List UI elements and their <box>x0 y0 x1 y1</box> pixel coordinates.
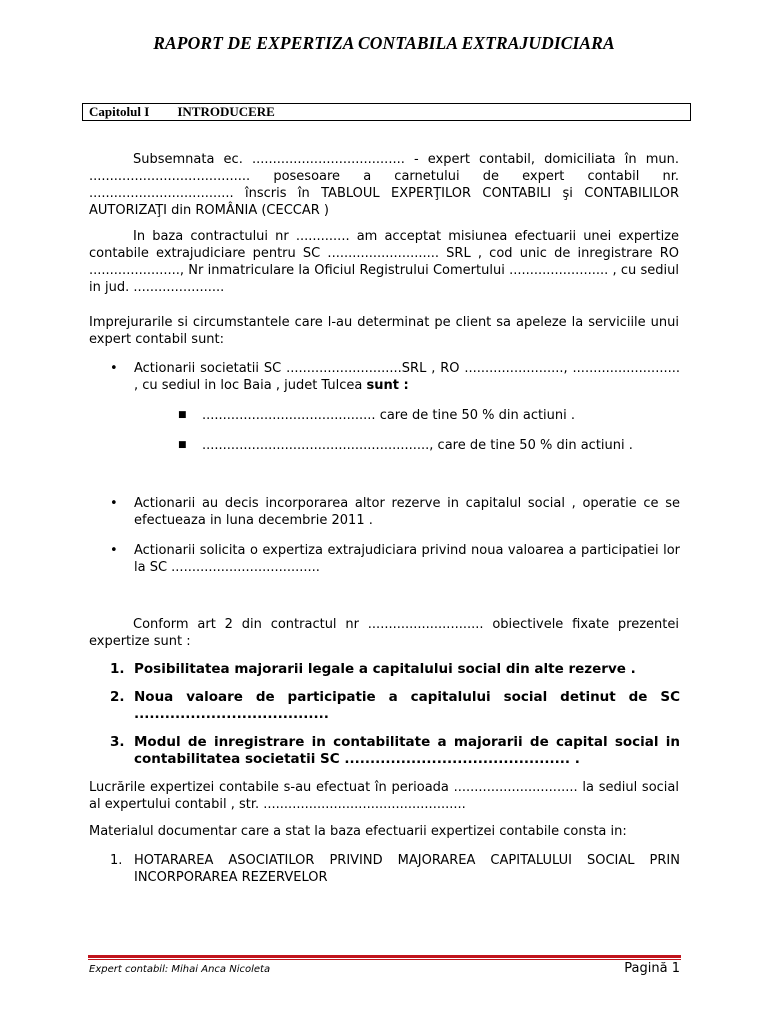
material-1 <box>110 852 680 886</box>
square-bullet-icon: ■ <box>178 440 187 450</box>
objective-1 <box>110 661 680 678</box>
paragraph-expert-identity: Subsemnata ec. ..................................... - expert contabil, domiciliata în mun. ....................................... posesoare a carnetului de expert contabil nr. ................................... înscris în TABLOUL EXPERŢILOR CONTABILI şi CONTABILILOR AUTORIZAŢI din ROMÂNIA (CECCAR ) <box>89 152 679 218</box>
paragraph-period: Lucrările expertizei contabile s-au efectuat în perioada .............................. la sediul social al expertului contabil , str. ................................................. <box>89 780 679 812</box>
bullet-dot-icon: • <box>110 496 118 511</box>
chapter-number: Capitolul I <box>89 104 150 119</box>
material-text: HOTARAREA ASOCIATILOR PRIVIND MAJORAREA CAPITALULUI SOCIAL PRIN INCORPORAREA REZERVELOR <box>134 853 680 885</box>
bullet-shareholders <box>110 360 680 394</box>
objective-number: 3. <box>110 734 125 750</box>
objective-number: 1. <box>110 661 125 677</box>
paragraph-objectives-intro: Conform art 2 din contractul nr ............................ obiectivele fixate prezentei expertize sunt : <box>89 617 679 649</box>
footer-rule-thin <box>88 959 681 960</box>
footer-rule-thick <box>88 955 681 958</box>
footer-author: Expert contabil: Mihai Anca Nicoleta <box>89 964 271 975</box>
bullet-shareholders-bold: sunt : <box>366 378 409 393</box>
bullet-decision-text: Actionarii au decis incorporarea altor rezerve in capitalul social , operatie ce se efectueaza in luna decembrie 2011 . <box>134 496 680 528</box>
sub-item-2 <box>178 437 678 454</box>
bullet-dot-icon: • <box>110 543 118 558</box>
bullet-request-text: Actionarii solicita o expertiza extrajudiciara privind noua valoarea a participatiei lor la SC .................................... <box>134 543 680 575</box>
objective-3 <box>110 734 680 768</box>
paragraph-circumstances: Imprejurarile si circumstantele care l-au determinat pe client sa apeleze la serviciile unui expert contabil sunt: <box>89 315 679 347</box>
report-title: RAPORT DE EXPERTIZA CONTABILA EXTRAJUDICIARA <box>153 33 615 53</box>
sub-item-2-text: ......................................................., care de tine 50 % din actiuni . <box>202 438 633 453</box>
sub-item-1-text: .......................................... care de tine 50 % din actiuni . <box>202 408 576 423</box>
material-number: 1. <box>110 853 123 868</box>
objective-2 <box>110 689 680 723</box>
paragraph-materials: Materialul documentar care a stat la baza efectuarii expertizei contabile consta in: <box>89 824 627 839</box>
bullet-shareholders-text: Actionarii societatii SC ............................SRL , RO ........................, .......................... , cu sediul in loc Baia , judet Tulcea <box>134 361 680 393</box>
bullet-dot-icon: • <box>110 361 118 376</box>
paragraph-contract: In baza contractului nr ............. am acceptat misiunea efectuarii unei expertize contabile extrajudiciare pentru SC ........................... SRL , cod unic de inregistrare RO ......................, Nr inmatriculare la Oficiul Registrului Comertului ........................ , cu sediul in jud. ...................... <box>89 229 679 295</box>
bullet-request <box>110 542 680 576</box>
bullet-decision <box>110 495 680 529</box>
chapter-name: INTRODUCERE <box>177 104 275 119</box>
footer-page-number: Pagină 1 <box>624 961 680 976</box>
objective-text: Modul de inregistrare in contabilitate a majorarii de capital social in contabilitatea societatii SC ............................................ . <box>134 734 680 767</box>
sub-item-1 <box>178 407 678 424</box>
chapter-heading <box>82 103 691 121</box>
objective-text: Noua valoare de participatie a capitalului social detinut de SC ...................................... <box>134 689 680 722</box>
objective-text: Posibilitatea majorarii legale a capitalului social din alte rezerve . <box>134 661 636 677</box>
square-bullet-icon: ■ <box>178 410 187 420</box>
objective-number: 2. <box>110 689 125 705</box>
